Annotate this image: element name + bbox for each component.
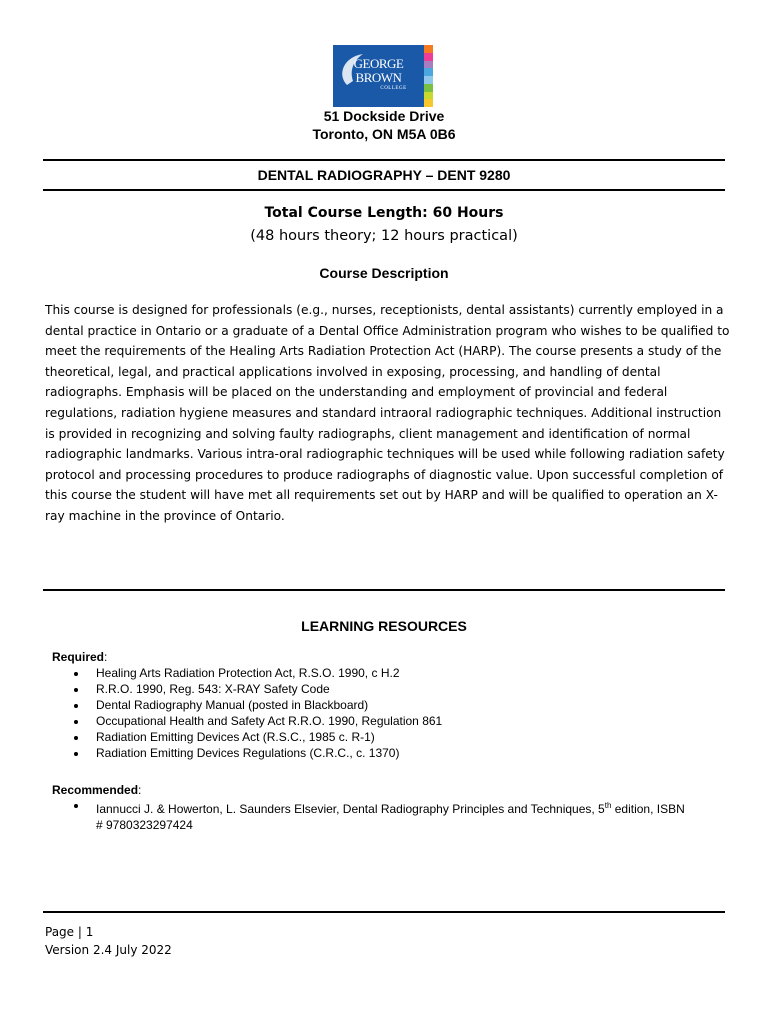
list-item: Occupational Health and Safety Act R.R.O. 1990, Regulation 861: [96, 714, 736, 730]
course-description-heading: Course Description: [319, 265, 449, 281]
logo-stripe: [424, 45, 433, 53]
description-line: theoretical, legal, and practical applications involved in exposing, processing, and handling of dental: [45, 364, 661, 379]
description-line: regulations, radiation hygiene measures and standard intraoral radiographic techniques. Additional instruction: [45, 405, 722, 420]
course-description-body: [45, 300, 730, 527]
list-item: Dental Radiography Manual (posted in Blackboard): [96, 698, 736, 714]
list-item: Radiation Emitting Devices Regulations (C.R.C., c. 1370): [96, 746, 736, 762]
description-line: radiographs. Emphasis will be placed on the understanding and employment of provincial and federal: [45, 385, 668, 400]
logo-color-stripes: [424, 45, 433, 107]
recommended-resources-list: [52, 798, 736, 834]
recommended-label: Recommended:: [52, 783, 142, 797]
logo-george: GEORGE: [353, 56, 404, 71]
course-length: Total Course Length: 60 Hours: [264, 205, 504, 221]
learning-resources-heading: LEARNING RESOURCES: [301, 618, 467, 634]
required-resources-list: [52, 666, 736, 761]
list-item: Healing Arts Radiation Protection Act, R.S.O. 1990, c H.2: [96, 666, 736, 682]
george-brown-logo: [333, 45, 433, 107]
logo-blue-block: [333, 45, 424, 107]
description-line: This course is designed for professionals (e.g., nurses, receptionists, dental assistants) currently employed in a: [45, 303, 724, 317]
list-item: Iannucci J. & Howerton, L. Saunders Elsevier, Dental Radiography Principles and Techniques, 5th edition, ISBN # 9780323297424: [96, 798, 736, 834]
logo-stripe: [424, 99, 433, 107]
logo-stripe: [424, 53, 433, 61]
description-line: this course the student will have met all requirements set out by HARP and will be qualified to operation an X-: [45, 488, 718, 503]
version-info: Version 2.4 July 2022: [45, 943, 172, 957]
course-hours-breakdown: (48 hours theory; 12 hours practical): [250, 228, 518, 244]
logo-stripe: [424, 92, 433, 100]
logo-stripe: [424, 84, 433, 92]
logo-stripe: [424, 76, 433, 84]
course-title: DENTAL RADIOGRAPHY – DENT 9280: [257, 167, 511, 183]
divider-resources: [43, 589, 725, 591]
description-line: radiographic landmarks. Various intra-oral radiographic techniques will be used while following radiation safety: [45, 447, 725, 462]
logo-brown: BROWN: [355, 70, 402, 85]
divider-title-bottom: [43, 189, 725, 191]
logo-stripe: [424, 68, 433, 76]
address-line-2: Toronto, ON M5A 0B6: [312, 126, 456, 142]
description-line: meet the requirements of the Healing Arts Radiation Protection Act (HARP). The course presents a study of the: [45, 344, 722, 359]
description-line: ray machine in the province of Ontario.: [45, 508, 285, 523]
required-label: Required:: [52, 650, 108, 664]
divider-footer: [43, 911, 725, 913]
page-number: Page | 1: [45, 925, 94, 939]
logo-college: COLLEGE: [380, 86, 407, 91]
description-line: protocol and processing procedures to produce radiographs of diagnostic value. Upon successful completion of: [45, 467, 724, 482]
logo-stripe: [424, 61, 433, 69]
description-line: is provided in recognizing and solving faulty radiographs, client management and identification of normal: [45, 426, 691, 441]
list-item: Radiation Emitting Devices Act (R.S.C., 1985 c. R-1): [96, 730, 736, 746]
list-item: R.R.O. 1990, Reg. 543: X-RAY Safety Code: [96, 682, 736, 698]
description-line: dental practice in Ontario or a graduate of a Dental Office Administration program who wishes to be qualified to: [45, 323, 730, 338]
divider-top: [43, 159, 725, 161]
address-line-1: 51 Dockside Drive: [323, 108, 445, 124]
